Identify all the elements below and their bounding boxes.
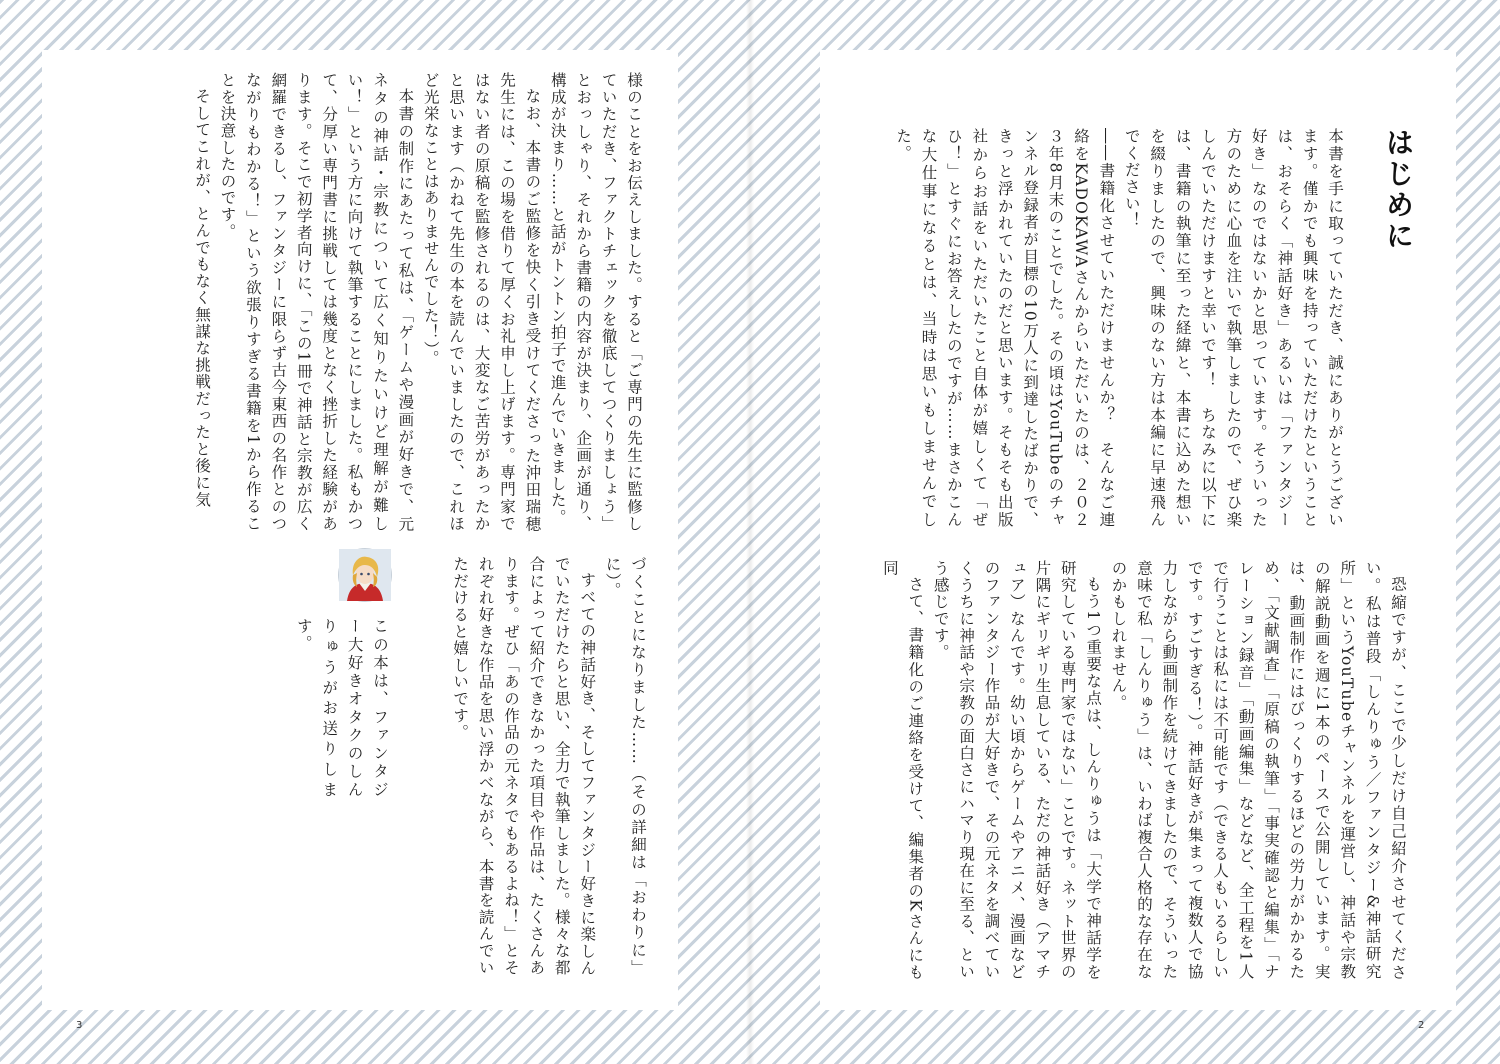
left-upper-paragraph-1: 様のことをお伝えしました。すると「ご専門の先生に監修していただき、ファクトチェックを徹底してつくりましょう」とおっしゃり、それから書籍の内容が決まり、企画が通り、構成が決まり……と話がトントン拍子で進んでいきました。 [548, 72, 643, 532]
right-upper-paragraph-2: ――書籍化させていただけませんか？ そんなご連絡をKADOKAWAさんからいただいたのは、２０２３年8月末のことでした。その頃はYouTubeのチャンネル登録者が目標の10万人に到達したばかりで、きっと浮かれていたのだと思います。そもそも出版社からお話をいただいたこと自体が嬉しくて「ぜひ！」とすぐにお答えしたのですが……まさかこんな大仕事になるとは、当時は思いもしませんでした。 [894, 128, 1116, 528]
right-lower-paragraph-1: 恐縮ですが、ここで少しだけ自己紹介させてください。私は普段「しんりゅう／ファンタジー&神話研究所」というYouTubeチャンネルを運営し、神話や宗教の解説動画を週に1本のペースで公開しています。実は、動画制作にはびっくりするほどの労力がかかるため、「文献調査」「原稿の執筆」「事実確認と編集」「ナレーション録音」「動画編集」などなど、全工程を1人で行うことは私には不可能です（できる人もいるらしいです。すごすぎる！）。神話好きが集まって複数人で協力しながら動画制作を続けてきましたので、そういった意味で私「しんりゅう」は、いわば複合人格的な存在なのかもしれません。 [1109, 560, 1407, 980]
left-lower-text-block [400, 556, 650, 976]
left-upper-paragraph-3: 本書の制作にあたって私は、「ゲームや漫画が好きで、元ネタの神話・宗教について広く知りたいけど理解が難しい！」という方に向けて執筆することにしました。私もかつて、分厚い専門書に挑戦しては幾度となく挫折した経験があります。そこで初学者向けに、「この1冊で神話と宗教が広く網羅できるし、ファンタジーに限らず古今東西の名作とのつながりもわかる！」という欲張りすぎる書籍を1から作ることを決意したのです。 [218, 72, 415, 532]
right-lower-paragraph-3: さて、書籍化のご連絡を受けて、編集者のKさんにも同 [880, 560, 925, 980]
left-lower-paragraph-1: づくことになりました……（その詳細は「おわりに」に）。 [603, 556, 647, 976]
author-signoff-text: この本は、ファンタジー大好きオタクのしんりゅうがお送りします。 [294, 618, 389, 798]
author-signoff [294, 618, 392, 798]
right-lower-text-block [852, 560, 1410, 980]
page-heading: はじめに [1382, 128, 1415, 252]
right-upper-paragraph-1: 本書を手に取っていただき、誠にありがとうございます。僅かでも興味を持っていただけたということは、おそらく「神話好き」あるいは「ファンタジー好き」なのではないかと思っています。そういった方のために心血を注いで執筆しましたので、ぜひ楽しんでいただけますと幸いです！ ちなみに以下には、書籍の執筆に至った経緯と、本書に込めた想いを綴りましたので、興味のない方は本編に早速飛んでください！ [1122, 128, 1344, 528]
left-upper-paragraph-2: なお、本書のご監修を快く引き受けてくださった沖田瑞穂先生には、この場を借りて厚くお礼申し上げます。専門家ではない者の原稿を監修されるのは、大変なご苦労があったかと思います（かねて先生の本を読んでいましたので、これほど光栄なことはありませんでした！）。 [421, 72, 542, 532]
author-avatar-illustration [339, 549, 391, 601]
right-upper-text-block [852, 128, 1347, 528]
right-lower-paragraph-2: もう1つ重要な点は、しんりゅうは「大学で神話学を研究している専門家ではない」ことです。ネット世界の片隅にギリギリ生息している、ただの神話好き（アマチュア）なんです。幼い頃からゲームやアニメ、漫画などのファンタジー作品が大好きで、その元ネタを調べていくうちに神話や宗教の面白さにハマり現在に至る、という感じです。 [931, 560, 1103, 980]
author-avatar-icon [338, 548, 392, 602]
left-lower-paragraph-2: すべての神話好き、そしてファンタジー好きに楽しんでいただけたらと思い、全力で執筆しました。様々な都合によって紹介できなかった項目や作品は、たくさんあります。ぜひ「あの作品の元ネタでもあるよね！」とそれぞれ好きな作品を思い浮かべながら、本書を読んでいただけると嬉しいです。 [451, 556, 597, 976]
page-gutter [746, 0, 754, 1064]
left-upper-text-block [66, 72, 646, 532]
left-upper-paragraph-4: そしてこれが、とんでもなく無謀な挑戦だったと後に気 [193, 87, 212, 508]
page-number-left: 3 [76, 1020, 83, 1031]
page-number-right: 2 [1418, 1020, 1425, 1031]
